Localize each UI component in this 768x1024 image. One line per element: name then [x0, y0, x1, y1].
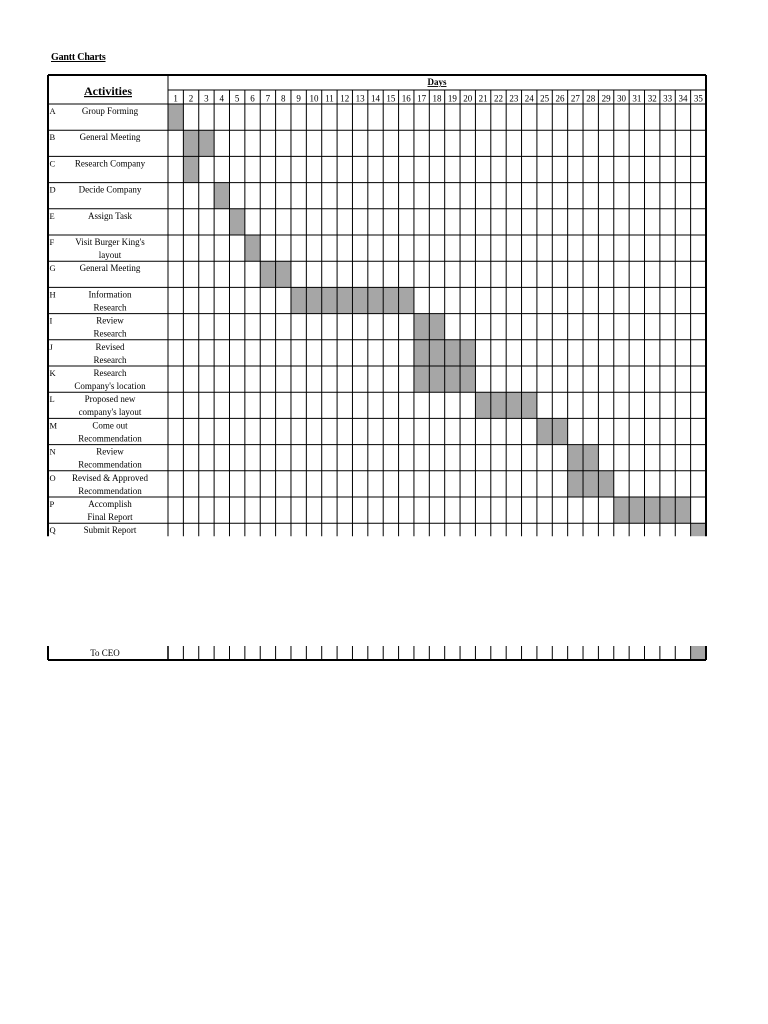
day-number: 27: [570, 93, 580, 104]
activity-label: General Meeting: [79, 263, 141, 274]
day-number: 6: [250, 93, 255, 104]
gantt-bar-continuation: [691, 646, 706, 660]
gantt-bar-f: [245, 235, 260, 261]
gantt-bar-p: [614, 497, 691, 523]
activity-label: Final Report: [87, 512, 133, 522]
day-number: 5: [234, 93, 240, 104]
day-number: 15: [386, 93, 396, 104]
activity-code: L: [49, 394, 55, 405]
activity-label: Research: [93, 328, 127, 339]
activity-code: J: [49, 341, 53, 352]
activity-label: company's layout: [78, 407, 142, 418]
day-number: 8: [281, 93, 286, 104]
activity-label: Submit Report: [83, 525, 137, 536]
gantt-bar-q: [691, 523, 706, 536]
day-number: 35: [693, 93, 703, 104]
activity-label: Revised: [95, 341, 125, 352]
day-number: 2: [188, 93, 194, 104]
activity-label: Recommendation: [78, 459, 142, 470]
activity-label: Research: [93, 368, 127, 378]
activity-label: Group Forming: [81, 106, 139, 116]
activity-code: P: [49, 499, 55, 509]
activity-code: C: [49, 158, 56, 169]
day-number: 26: [555, 93, 565, 104]
activity-label: Revised & Approved: [72, 472, 148, 483]
day-number: 31: [632, 93, 642, 104]
activity-code: Q: [49, 525, 56, 536]
day-number: 12: [340, 93, 350, 104]
day-number: 34: [678, 93, 688, 104]
activity-label: Accomplish: [88, 499, 132, 509]
activity-label: Review: [96, 315, 124, 326]
gantt-bar-c: [183, 156, 198, 182]
activity-code: K: [49, 368, 56, 378]
activity-code: D: [49, 184, 56, 195]
day-number: 13: [355, 93, 365, 104]
activity-label: layout: [98, 250, 122, 260]
gantt-bar-e: [229, 209, 244, 235]
activity-label: Research Company: [74, 158, 146, 169]
activity-label: General Meeting: [79, 132, 141, 143]
activity-code: A: [49, 106, 56, 116]
day-number: 32: [647, 93, 657, 104]
day-number: 20: [463, 93, 473, 104]
day-number: 24: [524, 93, 534, 104]
activity-label: Recommendation: [78, 485, 142, 496]
day-number: 9: [296, 93, 301, 104]
gantt-bar-d: [214, 183, 229, 209]
activity-code: O: [49, 472, 56, 483]
gantt-bar-a: [168, 104, 183, 130]
day-number: 30: [616, 93, 626, 104]
days-header: Days: [427, 77, 447, 87]
day-number: 22: [493, 93, 503, 104]
day-number: 19: [447, 93, 457, 104]
activity-label: Come out: [92, 420, 128, 431]
activity-label: Research: [93, 354, 127, 365]
day-number: 25: [540, 93, 550, 104]
activity-label: Decide Company: [78, 184, 142, 195]
day-number: 33: [663, 93, 673, 104]
activity-label: Assign Task: [88, 210, 132, 221]
activity-label: Recommendation: [78, 433, 142, 444]
gantt-bar-o: [568, 471, 614, 497]
activity-label: Information: [88, 289, 132, 300]
day-number: 28: [586, 93, 596, 104]
activity-label: Visit Burger King's: [75, 237, 145, 247]
activity-code: H: [49, 289, 56, 300]
day-number: 1: [173, 93, 178, 104]
day-number: 14: [371, 93, 381, 104]
day-number: 23: [509, 93, 519, 104]
page-title: Gantt Charts: [51, 52, 106, 63]
activity-code: E: [49, 210, 55, 221]
activity-code: N: [49, 446, 56, 457]
activity-code: G: [49, 263, 56, 274]
day-number: 18: [432, 93, 442, 104]
day-number: 11: [325, 93, 334, 104]
activity-label: Review: [96, 446, 124, 457]
activity-label: Research: [93, 302, 127, 313]
day-number: 7: [265, 93, 271, 104]
activity-label: Company's location: [74, 381, 146, 391]
activity-code: M: [49, 420, 58, 431]
activity-label: Proposed new: [84, 394, 136, 405]
day-number: 10: [309, 93, 319, 104]
activity-code: I: [49, 315, 53, 326]
activity-code: B: [49, 132, 56, 143]
activities-header: Activities: [84, 84, 132, 98]
day-number: 4: [219, 93, 225, 104]
continuation-label: To CEO: [90, 648, 120, 658]
day-number: 29: [601, 93, 611, 104]
day-number: 16: [401, 93, 411, 104]
day-number: 17: [417, 93, 427, 104]
day-number: 3: [204, 93, 209, 104]
activity-code: F: [49, 237, 55, 247]
day-number: 21: [478, 93, 488, 104]
